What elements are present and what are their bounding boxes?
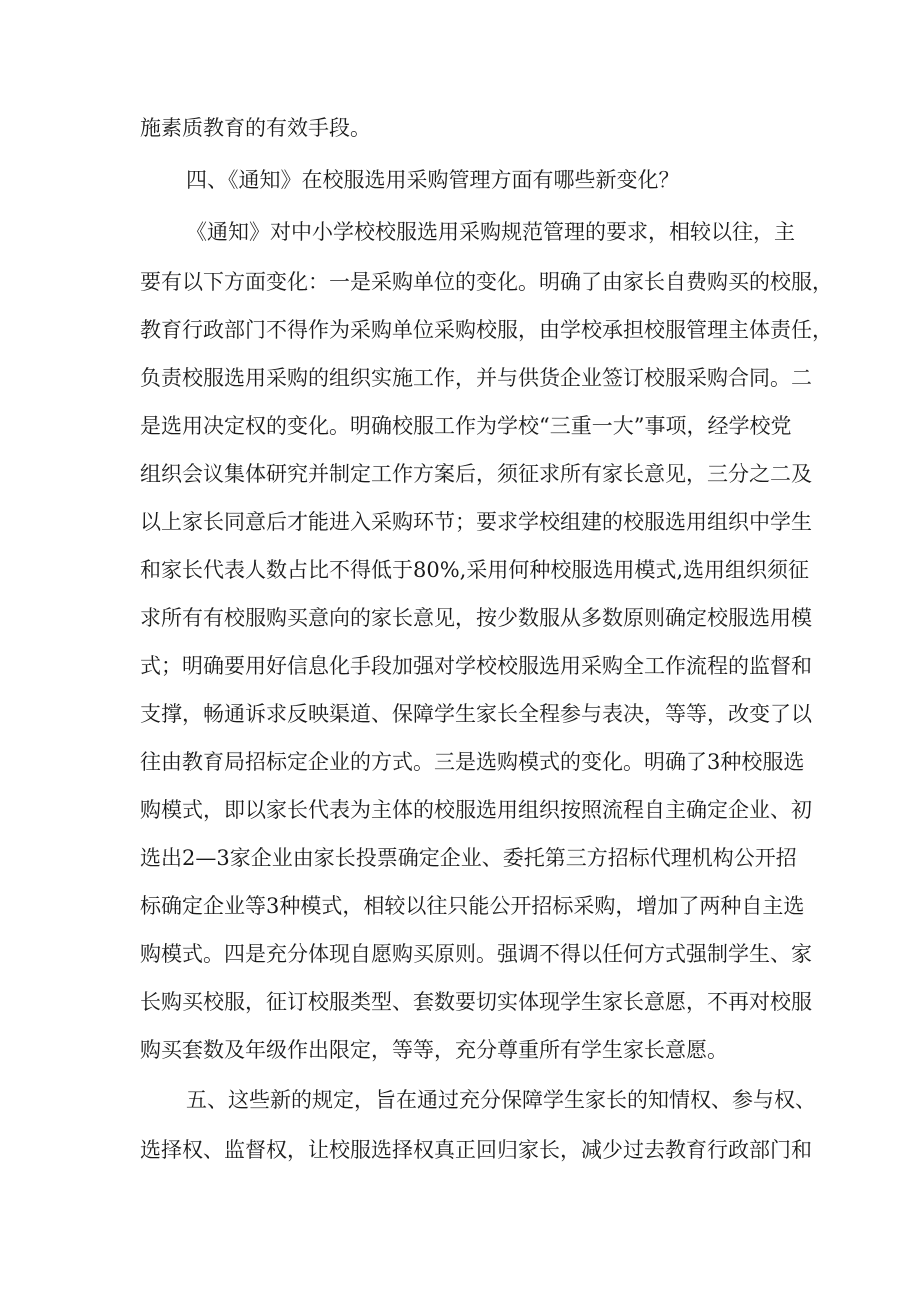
paragraph-line: 组织会议集体研究并制定工作方案后，须征求所有家长意见，三分之二及 (140, 462, 812, 486)
paragraph-line: 购模式。四是充分体现自愿购买原则。强调不得以任何方式强制学生、家 (140, 942, 812, 966)
paragraph-line: 施素质教育的有效手段。 (140, 116, 371, 140)
paragraph-line: 支撑，畅通诉求反映渠道、保障学生家长全程参与表决，等等，改变了以 (140, 702, 812, 726)
paragraph-line: 是选用决定权的变化。明确校服工作为学校“三重一大”事项，经学校党 (140, 414, 792, 438)
paragraph-line: 求所有有校服购买意向的家长意见，按少数服从多数原则确定校服选用模 (140, 606, 812, 630)
paragraph-line: 标确定企业等3种模式，相较以往只能公开招标采购，增加了两种自主选 (140, 894, 805, 918)
paragraph-line: 要有以下方面变化：一是采购单位的变化。明确了由家长自费购买的校服， (140, 270, 833, 294)
paragraph-line: 教育行政部门不得作为采购单位采购校服，由学校承担校服管理主体责任， (140, 318, 833, 342)
paragraph-line: 式；明确要用好信息化手段加强对学校校服选用采购全工作流程的监督和 (140, 654, 812, 678)
paragraph-line: 选择权、监督权，让校服选择权真正回归家长，减少过去教育行政部门和 (140, 1138, 812, 1162)
paragraph-line: 《通知》对中小学校校服选用采购规范管理的要求，相较以往，主 (186, 220, 795, 244)
paragraph-line: 长购买校服，征订校服类型、套数要切实体现学生家长意愿，不再对校服 (140, 990, 812, 1014)
paragraph-line: 选出2—3家企业由家长投票确定企业、委托第三方招标代理机构公开招 (140, 846, 797, 870)
paragraph-line: 负责校服选用采购的组织实施工作，并与供货企业签订校服采购合同。二 (140, 366, 812, 390)
paragraph-line: 以上家长同意后才能进入采购环节；要求学校组建的校服选用组织中学生 (140, 510, 812, 534)
paragraph-line: 五、这些新的规定，旨在通过充分保障学生家长的知情权、参与权、 (186, 1088, 816, 1112)
paragraph-line: 和家长代表人数占比不得低于80%,采用何种校服选用模式,选用组织须征 (140, 558, 810, 582)
paragraph-line: 购买套数及年级作出限定，等等，充分尊重所有学生家长意愿。 (140, 1038, 728, 1062)
paragraph-line: 往由教育局招标定企业的方式。三是选购模式的变化。明确了3种校服选 (140, 750, 805, 774)
section-heading: 四、《通知》在校服选用采购管理方面有哪些新变化？ (186, 168, 680, 192)
paragraph-line: 购模式，即以家长代表为主体的校服选用组织按照流程自主确定企业、初 (140, 798, 812, 822)
